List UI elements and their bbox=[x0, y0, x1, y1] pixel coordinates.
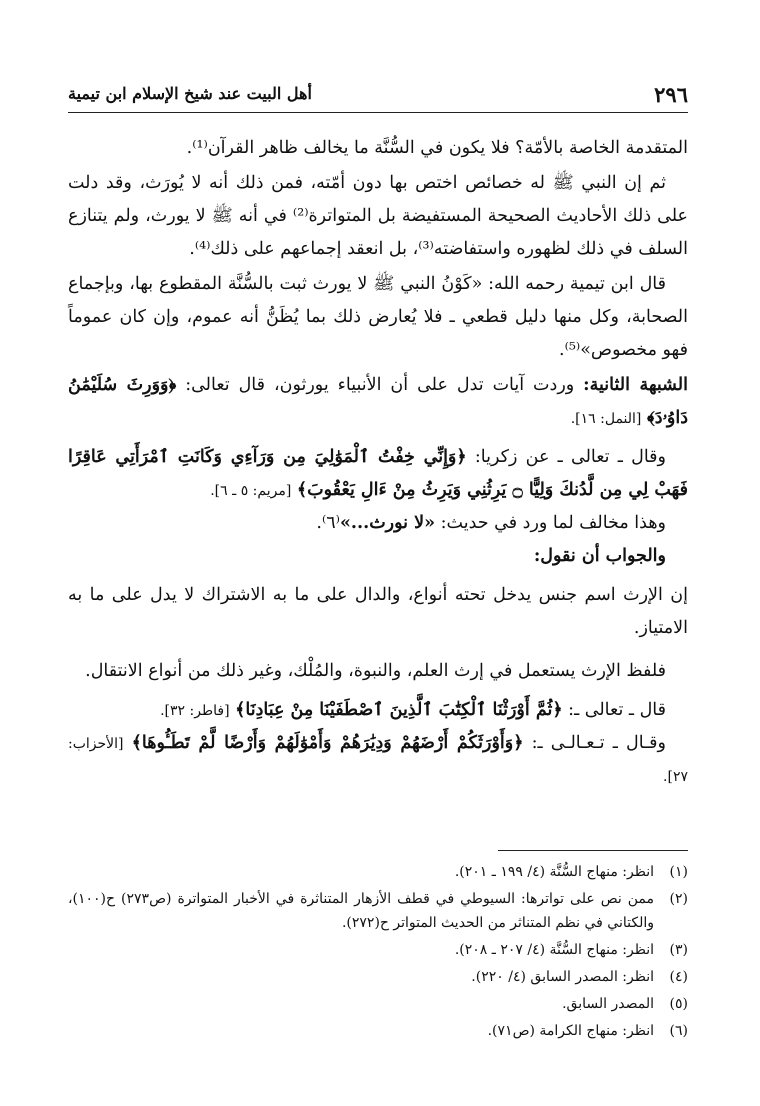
footnotes bbox=[68, 860, 688, 1046]
paragraph-continuation: المتقدمة الخاصة بالأمّة؟ فلا يكون في السُّنَّة ما يخالف ظاهر القرآن⁽¹⁾. bbox=[186, 138, 688, 158]
running-head: أهل البيت عند شيخ الإسلام ابن تيمية bbox=[68, 84, 312, 103]
footnote-number: (٤) bbox=[669, 969, 688, 985]
quran-verse-fatir: ﴿ثُمَّ أَوْرَثْنَا ٱلْكِتَٰبَ ٱلَّذِينَ ٱصْطَفَيْنَا مِنْ عِبَادِنَا﴾ bbox=[235, 700, 563, 720]
ahzab-paragraph bbox=[68, 727, 688, 793]
verse-reference-ahzab: [الأحزاب: ٢٧]. bbox=[68, 736, 688, 785]
answer-paragraph-2: فلفظ الإرث يستعمل في إرث العلم، والنبوة، والمُلْك، وغير ذلك من أنواع الانتقال. bbox=[85, 661, 666, 681]
page-number: ٢٩٦ bbox=[654, 82, 688, 107]
second-doubt-label: الشبهة الثانية: bbox=[583, 375, 688, 395]
footnote-text: انظر: منهاج السُّنَّة (٤/ ٢٠٧ ـ ٢٠٨). bbox=[454, 942, 654, 958]
footnote-text: انظر: منهاج السُّنَّة (٤/ ١٩٩ ـ ٢٠١). bbox=[454, 864, 654, 880]
hadith-footnote-mark: ⁽٦⁾. bbox=[316, 513, 340, 533]
footnote-number: (٦) bbox=[669, 1023, 688, 1039]
footnote-number: (٢) bbox=[669, 891, 688, 907]
answer-heading: والجواب أن نقول: bbox=[533, 546, 666, 566]
footnote bbox=[68, 938, 688, 962]
second-doubt-text: وردت آيات تدل على أن الأنبياء يورثون، قال تعالى: bbox=[185, 375, 575, 395]
verse-reference-naml: [النمل: ١٦]. bbox=[570, 411, 642, 427]
quran-verse-naml: ﴿وَوَرِثَ سُلَيْمَٰنُ دَاوُۥدَ﴾ bbox=[68, 375, 688, 428]
book-page bbox=[68, 0, 688, 1106]
footnote-number: (٣) bbox=[669, 942, 688, 958]
verse-reference-fatir: [فاطر: ٣٢]. bbox=[160, 703, 230, 719]
footnote-text: ممن نص على تواترها: السيوطي في قطف الأزهار المتناثرة في الأخبار المتواترة (ص٢٧٣) ح(١٠٠)، والكتاني في نظم المتناثر من الحديث المتواتر ح(٢٧٢). bbox=[68, 891, 654, 931]
footnote bbox=[68, 860, 688, 884]
paragraph-inheritance: ثم إن النبي ﷺ له خصائص اختص بها دون أمّته، فمن ذلك أنه لا يُورَث، وقد دلت على ذلك الأحاديث الصحيحة المستفيضة بل المتواترة⁽²⁾ في أنه ﷺ لا يورث، ولم يتنازع السلف في ذلك لظهوره واستفاضته⁽³⁾، بل انعقد إجماعهم على ذلك⁽⁴⁾. bbox=[68, 173, 689, 259]
footnote-number: (١) bbox=[669, 864, 688, 880]
footnote-text: انظر: المصدر السابق (٤/ ٢٢٠). bbox=[471, 969, 654, 985]
page-header bbox=[68, 82, 688, 113]
zakariya-intro: وقال ـ تعالى ـ عن زكريا: bbox=[474, 447, 666, 467]
paragraph-ibn-taymiyya-quote: قال ابن تيمية رحمه الله: «كَوْنُ النبي ﷺ لا يورث ثبت بالسُّنَّة المقطوع بها، وبإجماع الصحابة، وكل منها دليل قطعي ـ فلا يُعارض ذلك بما يُظَنُّ أنه عموم، وإن كان عموماً فهو مخصوص»⁽⁵⁾. bbox=[68, 274, 688, 360]
main-text bbox=[68, 132, 688, 793]
answer-paragraph-1: إن الإرث اسم جنس يدخل تحته أنواع، والدال على ما به الاشتراك لا يدل على ما به الامتياز. bbox=[68, 585, 688, 638]
footnote-separator bbox=[498, 850, 688, 851]
ahzab-intro: وقـال ـ تـعـالـى ـ: bbox=[531, 733, 666, 753]
footnote bbox=[68, 965, 688, 989]
verse-reference-maryam: [مريم: ٥ ـ ٦]. bbox=[210, 483, 292, 499]
footnote bbox=[68, 1019, 688, 1043]
second-doubt bbox=[68, 369, 688, 435]
fatir-paragraph bbox=[68, 694, 688, 727]
hadith-quote: «لا نورث...» bbox=[339, 513, 436, 533]
quran-verse-ahzab: ﴿وَأَوْرَثَكُمْ أَرْضَهُمْ وَدِيَٰرَهُمْ وَأَمْوَٰلَهُمْ وَأَرْضًا لَّمْ تَطَـُٔوهَا﴾ bbox=[131, 733, 524, 753]
fatir-intro: قال ـ تعالى ـ: bbox=[568, 700, 666, 720]
zakariya-paragraph bbox=[68, 441, 688, 507]
footnote-text: انظر: منهاج الكرامة (ص٧١). bbox=[487, 1023, 654, 1039]
footnote-text: المصدر السابق. bbox=[562, 996, 654, 1012]
hadith-line bbox=[68, 507, 688, 540]
footnote bbox=[68, 887, 688, 935]
footnote-number: (٥) bbox=[669, 996, 688, 1012]
footnote bbox=[68, 992, 688, 1016]
hadith-intro: وهذا مخالف لما ورد في حديث: bbox=[440, 513, 666, 533]
quran-verse-maryam: ﴿وَإِنِّي خِفْتُ ٱلْمَوَٰلِيَ مِن وَرَآءِي وَكَانَتِ ٱمْرَأَتِي عَاقِرًا فَهَبْ لِي مِن لَّدُنكَ وَلِيًّا ۝ يَرِثُنِي وَيَرِثُ مِنْ ءَالِ يَعْقُوبَ﴾ bbox=[68, 447, 688, 500]
